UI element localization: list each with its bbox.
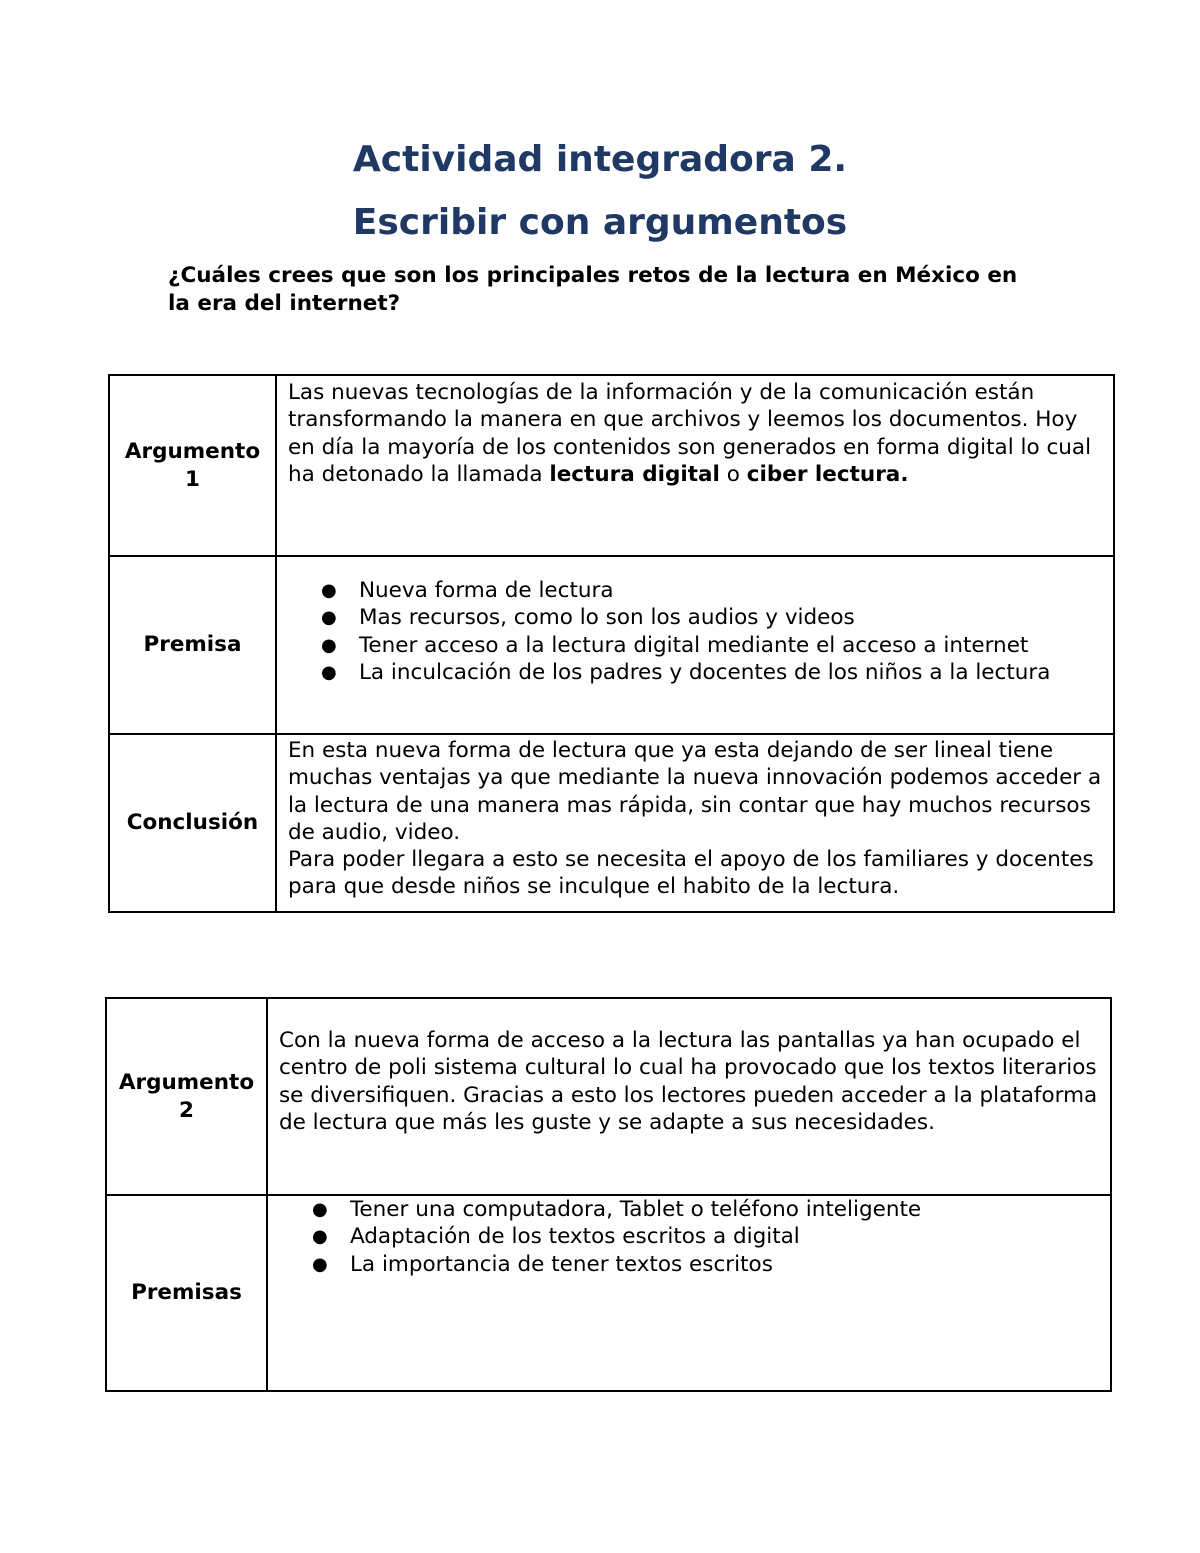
list-item-text: La inculcación de los padres y docentes de los niños a la lectura [358,659,1051,685]
conclusion-paragraph: Para poder llegara a esto se necesita el apoyo de los familiares y docentes para que desde niños se inculque el habito de la lectura. [287,847,1094,900]
premise-list [279,1196,1104,1278]
guiding-question: ¿Cuáles crees que son los principales retos de la lectura en México en la era del internet? [168,263,1018,316]
argument-bold-term: ciber lectura. [746,461,909,487]
list-item [320,659,1107,686]
premise-row [106,1195,1111,1391]
list-item-text: Tener acceso a la lectura digital mediante el acceso a internet [358,632,1029,658]
argument-label: Argumento 1 [109,375,276,556]
document-subtitle: Escribir con argumentos [352,202,848,243]
premise-label: Premisa [109,556,276,734]
conclusion-label: Conclusión [109,734,276,912]
conclusion-paragraph: En esta nueva forma de lectura que ya esta dejando de ser lineal tiene muchas ventajas ya que mediante la nueva innovación podemos acceder a la lectura de una manera mas rápida, sin contar que hay muchos recursos de audio, video. [287,738,1102,845]
list-item-text: Nueva forma de lectura [358,578,614,603]
bullet-icon: ● [320,634,337,656]
bullet-icon: ● [320,661,337,683]
list-item-text: Adaptación de los textos escritos a digital [349,1224,800,1250]
list-item [320,577,1107,604]
list-item-text: Tener una computadora, Tablet o teléfono inteligente [349,1197,922,1222]
list-item-text: Mas recursos, como lo son los audios y videos [358,605,855,631]
conclusion-row [109,734,1114,912]
list-item [311,1251,1104,1278]
list-item [311,1223,1104,1250]
bullet-icon: ● [320,607,337,629]
list-item [320,604,1107,631]
bullet-icon: ● [311,1226,328,1248]
premise-label: Premisas [106,1195,267,1391]
argument-table-1 [108,374,1115,913]
premise-row [109,556,1114,734]
argument-bold-term: lectura digital [549,461,720,487]
argument-text-part: o [719,461,747,487]
document-title: Actividad integradora 2. [352,139,848,180]
premise-cell [267,1195,1111,1391]
argument-row [106,998,1111,1195]
conclusion-text [276,734,1114,912]
argument-table-2 [105,997,1112,1392]
argument-text: Con la nueva forma de acceso a la lectura las pantallas ya han ocupado el centro de poli sistema cultural lo cual ha provocado que los textos literarios se diversifiquen. Gracias a esto los lectores pueden acceder a la plataforma de lectura que más les guste y se adapte a sus necesidades. [267,998,1111,1195]
argument-text-part: Las nuevas tecnologías de la información y de la comunicación están transformando la manera en que archivos y leemos los documentos. Hoy en día la mayoría de los contenidos son generados en forma digital lo cual ha detonado la llamada [287,380,1092,487]
argument-text [276,375,1114,556]
argument-row [109,375,1114,556]
bullet-icon: ● [320,580,337,601]
bullet-icon: ● [311,1253,328,1275]
list-item [320,632,1107,659]
premise-cell [276,556,1114,734]
premise-list [288,577,1107,686]
bullet-icon: ● [311,1199,328,1220]
list-item-text: La importancia de tener textos escritos [349,1251,773,1277]
argument-label: Argumento 2 [106,998,267,1195]
list-item [311,1196,1104,1223]
